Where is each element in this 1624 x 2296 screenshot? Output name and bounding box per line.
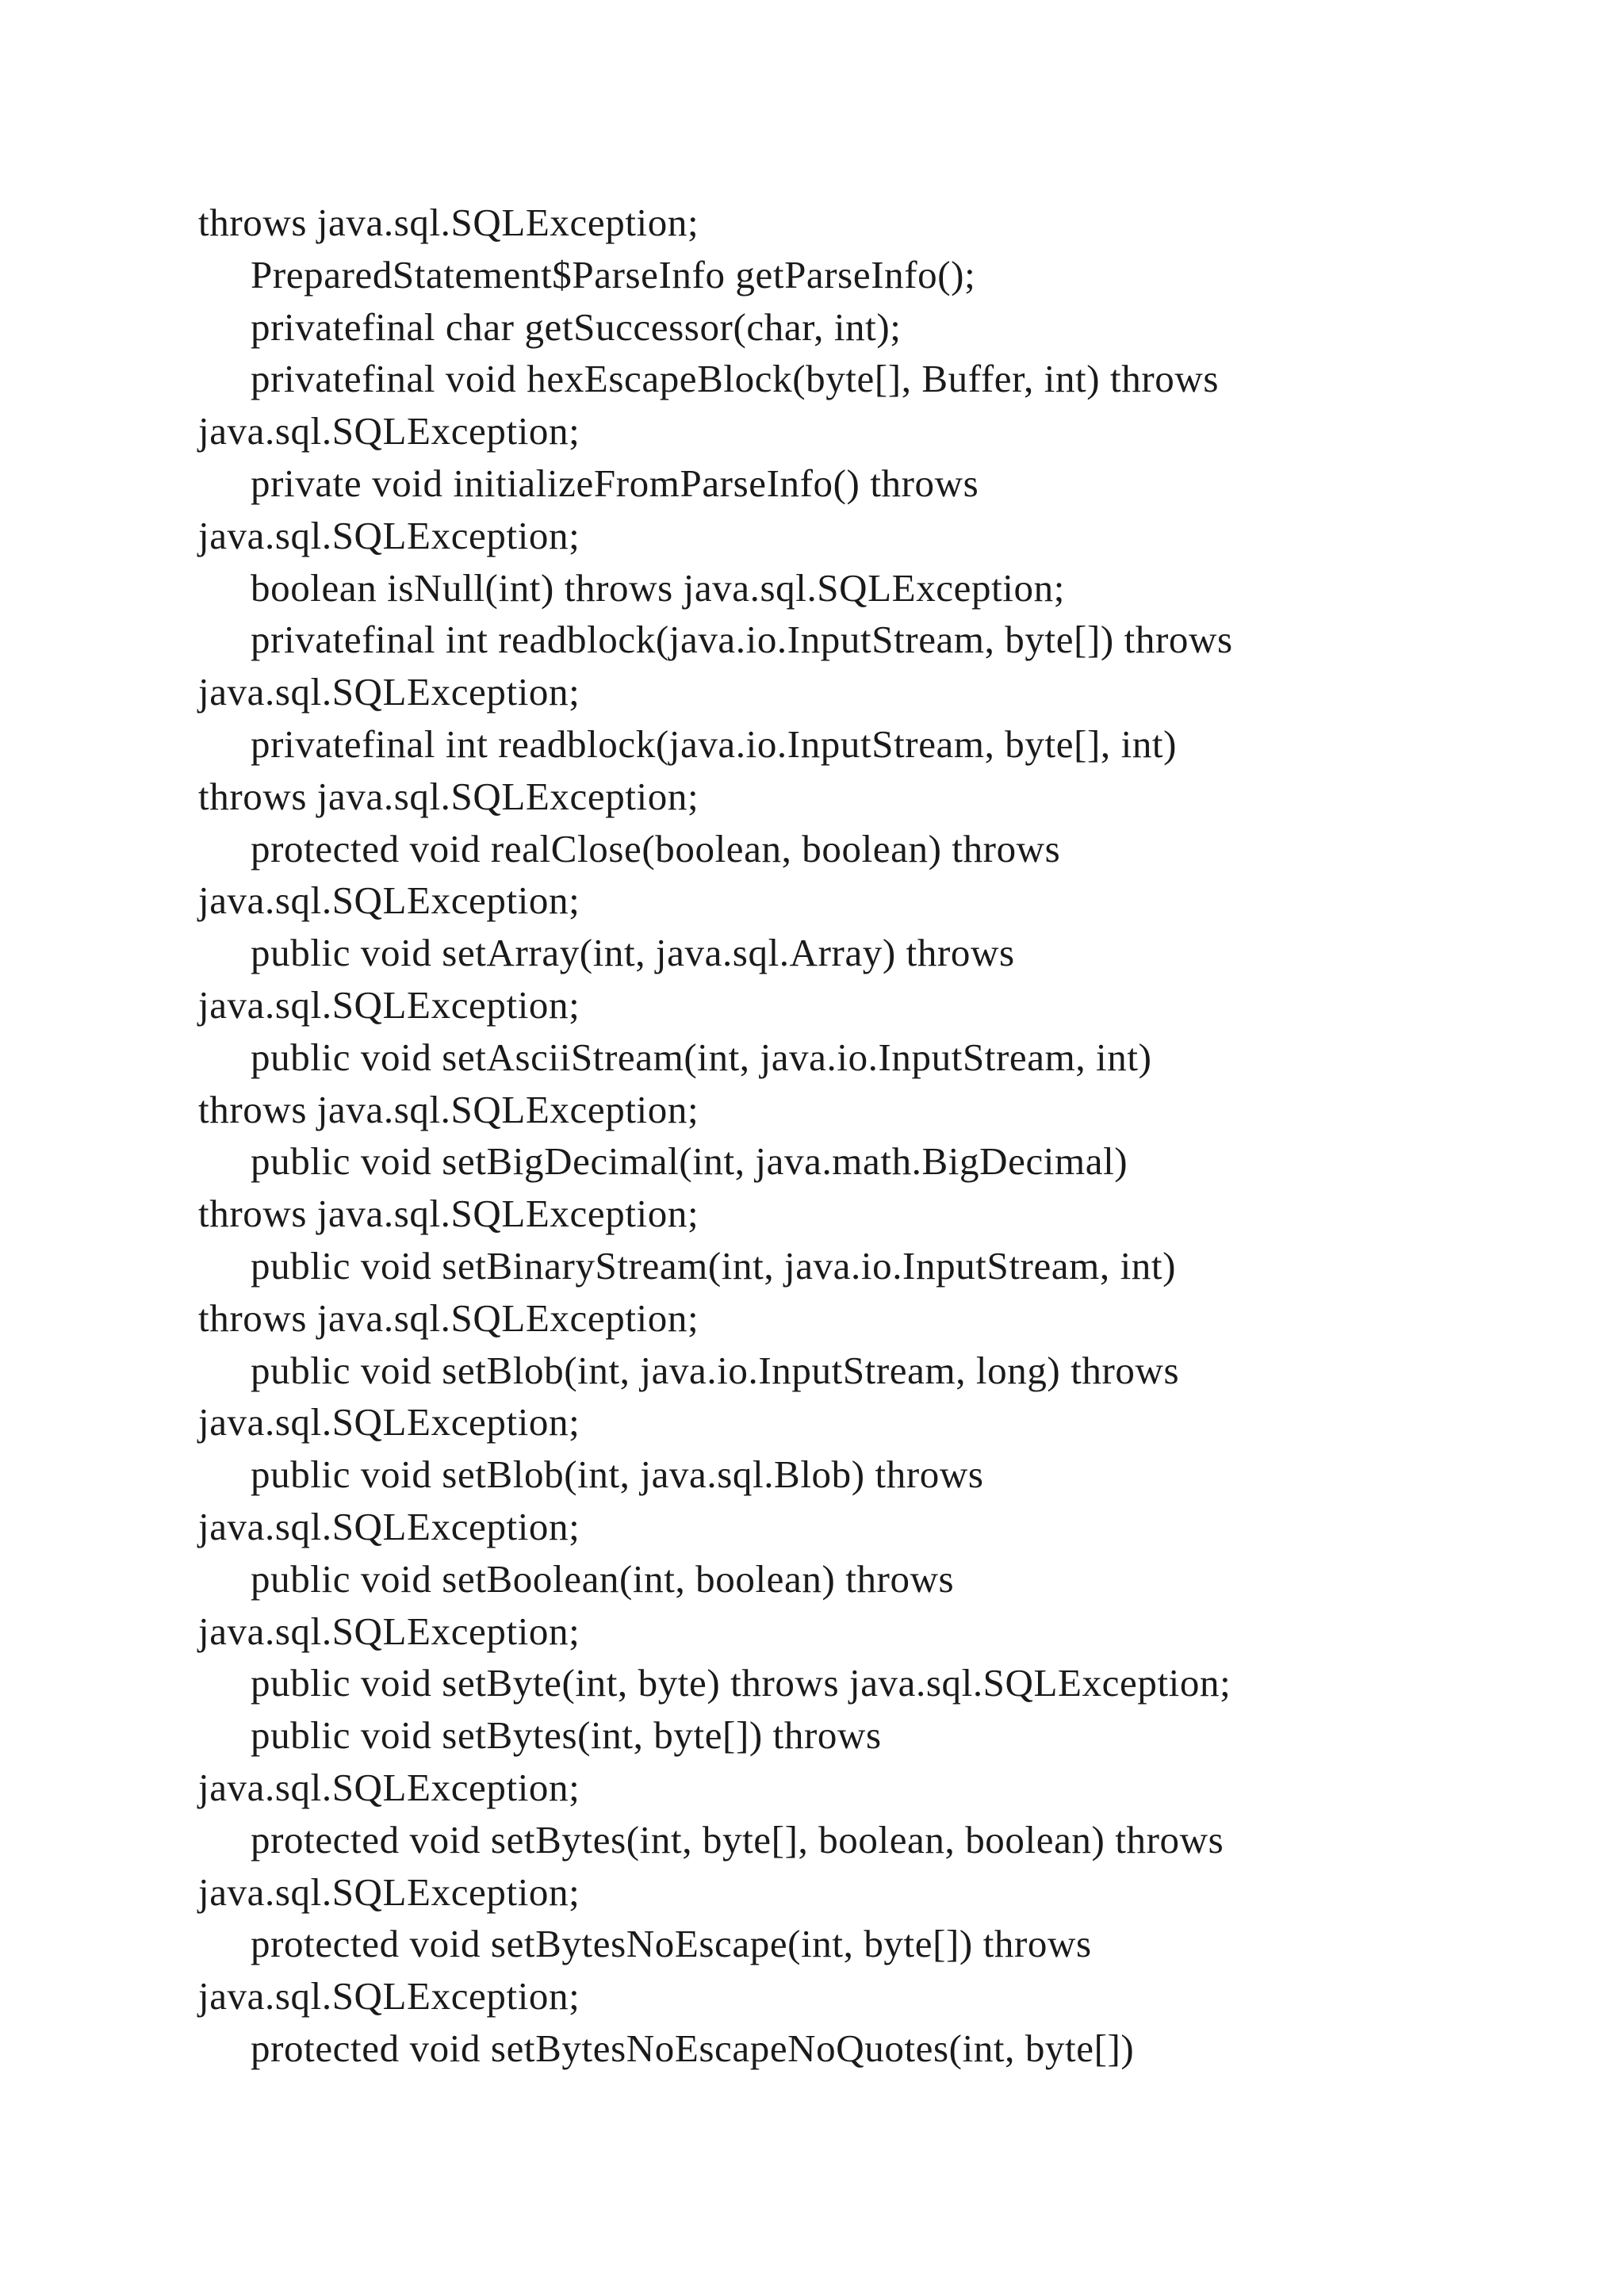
text-line: throws java.sql.SQLException; <box>198 774 699 818</box>
text-line: privatefinal int readblock(java.io.InputStream, byte[], int) <box>251 721 1178 766</box>
text-line: java.sql.SQLException; <box>198 409 580 453</box>
text-line: protected void setBytesNoEscapeNoQuotes(int, byte[]) <box>251 2026 1135 2070</box>
text-line: throws java.sql.SQLException; <box>198 1087 699 1131</box>
text-line: public void setBigDecimal(int, java.math.BigDecimal) <box>251 1139 1128 1184</box>
text-line: privatefinal void hexEscapeBlock(byte[], Buffer, int) throws <box>251 357 1220 401</box>
text-line: throws java.sql.SQLException; <box>198 1295 699 1340</box>
text-line: java.sql.SQLException; <box>198 513 580 557</box>
text-line: public void setAsciiStream(int, java.io.InputStream, int) <box>251 1035 1152 1079</box>
text-line: java.sql.SQLException; <box>198 1765 580 1809</box>
code-text-body <box>198 197 1546 2075</box>
text-line: boolean isNull(int) throws java.sql.SQLException; <box>251 565 1065 610</box>
text-line: protected void setBytes(int, byte[], boolean, boolean) throws <box>251 1817 1224 1862</box>
text-line: public void setBoolean(int, boolean) throws <box>251 1556 955 1601</box>
text-line: java.sql.SQLException; <box>198 1609 580 1653</box>
text-line: PreparedStatement$ParseInfo getParseInfo(); <box>251 252 976 297</box>
text-line: java.sql.SQLException; <box>198 1974 580 2019</box>
text-line: throws java.sql.SQLException; <box>198 201 699 244</box>
text-line: public void setBlob(int, java.sql.Blob) throws <box>251 1452 984 1497</box>
text-line: private void initializeFromParseInfo() throws <box>251 461 979 505</box>
text-line: public void setBinaryStream(int, java.io.InputStream, int) <box>251 1243 1177 1288</box>
text-line: public void setBlob(int, java.io.InputStream, long) throws <box>251 1348 1180 1392</box>
text-line: java.sql.SQLException; <box>198 878 580 923</box>
text-line: java.sql.SQLException; <box>198 982 580 1027</box>
text-line: protected void setBytesNoEscape(int, byte[]) throws <box>251 1922 1092 1966</box>
text-line: java.sql.SQLException; <box>198 670 580 714</box>
text-line: privatefinal char getSuccessor(char, int); <box>251 304 902 349</box>
text-line: throws java.sql.SQLException; <box>198 1192 699 1236</box>
text-line: java.sql.SQLException; <box>198 1869 580 1914</box>
text-line: java.sql.SQLException; <box>198 1400 580 1445</box>
text-line: java.sql.SQLException; <box>198 1504 580 1548</box>
text-line: privatefinal int readblock(java.io.InputStream, byte[]) throws <box>251 618 1233 662</box>
text-line: public void setByte(int, byte) throws java.sql.SQLException; <box>251 1661 1231 1705</box>
text-line: protected void realClose(boolean, boolean) throws <box>251 826 1061 871</box>
text-line: public void setBytes(int, byte[]) throws <box>251 1713 882 1758</box>
text-line: public void setArray(int, java.sql.Array) throws <box>251 931 1015 975</box>
